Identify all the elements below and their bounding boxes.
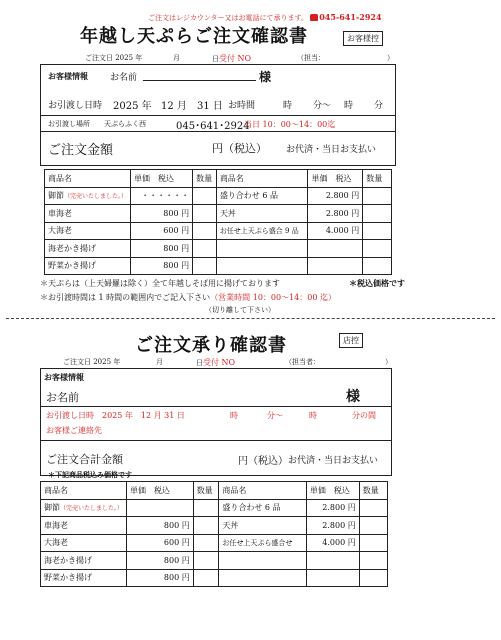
form2-total-label: ご注文合計金額 (46, 453, 123, 466)
item-qty[interactable] (193, 517, 219, 535)
form2-title: ご注文承り確認書 (135, 335, 287, 356)
item-price: ・・・・・・ (131, 187, 193, 205)
item-price: 800 円 (127, 552, 194, 570)
form2-hour2: 時 (309, 411, 317, 420)
form1-note2 (40, 292, 336, 303)
item-name (216, 240, 308, 258)
form1-minute-range: 分～ (313, 101, 332, 111)
col-header: 数量 (193, 482, 219, 500)
item-qty[interactable] (363, 240, 392, 258)
form2-staff-close: ） (385, 358, 392, 366)
item-price: 800 円 (131, 257, 193, 275)
form1-minute2: 分 (374, 101, 384, 111)
form1-name-label: お名前 (110, 73, 138, 83)
form1-note2-black: ＊お引渡時間は 1 時間の範囲内でご記入下さい (40, 293, 211, 302)
form1-same-day-hours: 当日 10：00～14：00迄 (244, 120, 336, 129)
form2-receipt (196, 357, 235, 368)
form1-amount-label: ご注文金額 (48, 143, 114, 158)
item-price (308, 257, 363, 275)
item-qty[interactable] (193, 222, 217, 240)
col-header: 単価 税込 (131, 170, 193, 188)
table-row (45, 240, 392, 258)
item-qty[interactable] (363, 205, 392, 223)
phone-icon (310, 14, 318, 21)
table-row (41, 552, 388, 570)
item-name (219, 569, 307, 587)
top-notice-text: ご注文はレジカウンター又はお電話にて承ります。 (148, 14, 308, 22)
col-header: 数量 (363, 170, 392, 188)
table-row (45, 187, 392, 205)
item-name: 車海老 (45, 205, 131, 223)
item-qty[interactable] (193, 534, 219, 552)
table-row (41, 569, 388, 587)
col-header: 数量 (193, 170, 217, 188)
item-qty[interactable] (359, 499, 387, 517)
item-price: 2.800 円 (308, 205, 363, 223)
form1-order-date (85, 53, 142, 63)
item-qty[interactable] (193, 187, 217, 205)
item-qty[interactable] (193, 240, 217, 258)
item-name: 盛り合わせ 6 品 (219, 499, 307, 517)
form1-sama: 様 (259, 70, 272, 84)
item-qty[interactable] (363, 187, 392, 205)
top-phone: 045-641-2924 (319, 12, 382, 22)
item-price (127, 499, 194, 517)
item-name: お任せ上天ぷら盛合せ (219, 534, 307, 552)
form1-name-field[interactable] (143, 80, 256, 81)
item-price: 800 円 (131, 205, 193, 223)
form1-staff-close: ） (387, 54, 394, 62)
col-header: 商品名 (216, 170, 308, 188)
item-name (216, 257, 308, 275)
item-name: 海老かき揚げ (45, 240, 131, 258)
col-header: 単価 税込 (127, 482, 194, 500)
form1-receipt-no: 受付 NO (219, 54, 252, 63)
item-name: お任せ上天ぷら盛合 9 品 (216, 222, 308, 240)
item-qty[interactable] (193, 205, 217, 223)
item-qty[interactable] (363, 222, 392, 240)
form1-phone: 045･641･2924 (176, 121, 250, 132)
form1-pickup-month: 12 月 (161, 101, 187, 112)
form1-title: 年越し天ぷらご注文確認書 (80, 26, 308, 47)
form2-pickup-line: お引渡し日時 2025 年 12 月 31 日 (46, 411, 185, 420)
item-price: 800 円 (131, 240, 193, 258)
form2-contact-label: お客様ご連絡先 (46, 426, 102, 435)
item-price: 4.000 円 (308, 222, 363, 240)
form2-staff-label: （担当者： (285, 358, 320, 366)
form2-minute-range: 分～ (267, 411, 283, 420)
form1-note1: ＊天ぷらは（上天婦羅は除く）全て年越しそば用に揚げております (40, 279, 280, 288)
item-name (219, 552, 307, 570)
cut-line (6, 318, 495, 319)
col-header: 商品名 (219, 482, 307, 500)
item-qty[interactable] (193, 569, 219, 587)
form2-divider-2 (40, 440, 392, 441)
item-name: 大海老 (41, 534, 127, 552)
item-qty[interactable] (359, 552, 387, 570)
form1-pickup-year: 2025 年 (113, 101, 152, 112)
form2-sama: 様 (346, 389, 360, 405)
table-row (45, 222, 392, 240)
item-name-text: 御節 (48, 191, 64, 201)
form1-place-name: 天ぷらふく西 (104, 120, 146, 128)
form2-order-date-label: ご注文日 2025 年 (63, 358, 121, 366)
form2-day-label: 日 (196, 359, 203, 367)
form2-hour: 時 (230, 411, 238, 420)
item-qty[interactable] (359, 569, 387, 587)
item-price: 600 円 (131, 222, 193, 240)
form1-pickup-day: 31 日 (197, 101, 223, 112)
form2-minute-end: 分の間 (352, 411, 376, 420)
form1-time-label: お時間 (228, 101, 256, 111)
form1-pickup-label: お引渡し日時 (48, 101, 103, 111)
cut-line-label: （切り離して下さい） (205, 306, 275, 314)
item-name: 天丼 (216, 205, 308, 223)
form1-staff-label: （担当： (297, 54, 325, 62)
sold-out-note: （完売いたしました。） (60, 505, 124, 513)
col-header: 商品名 (41, 482, 127, 500)
col-header: 数量 (359, 482, 387, 500)
form1-order-date-label: ご注文日 2025 年 (85, 54, 143, 62)
item-name-text: 御節 (44, 503, 60, 513)
item-price (308, 240, 363, 258)
item-qty[interactable] (359, 517, 387, 535)
item-qty[interactable] (193, 552, 219, 570)
item-qty[interactable] (359, 534, 387, 552)
item-name: 大海老 (45, 222, 131, 240)
form2-copy-badge: 店控 (339, 333, 363, 348)
form1-hour: 時 (283, 101, 293, 111)
item-name: 野菜かき揚げ (41, 569, 127, 587)
col-header: 商品名 (45, 170, 131, 188)
form1-note1-right: ＊税込価格です (349, 278, 405, 288)
col-header: 単価 税込 (308, 170, 363, 188)
item-qty[interactable] (193, 257, 217, 275)
form1-month-label: 月 (173, 54, 180, 62)
form1-hour2: 時 (344, 101, 354, 111)
form2-total-unit: 円（税込） (238, 456, 288, 467)
form1-payment-note: お代済・当日お支払い (286, 145, 377, 155)
col-header: 単価 税込 (306, 482, 359, 500)
item-name: 車海老 (41, 517, 127, 535)
form1-place-label: お引渡し場所 (48, 120, 90, 128)
form2-order-table (40, 481, 388, 587)
form1-copy-badge: お客様控 (343, 31, 383, 46)
item-name: 天丼 (219, 517, 307, 535)
item-price: 2.800 円 (308, 187, 363, 205)
item-qty[interactable] (363, 257, 392, 275)
item-name: 盛り合わせ 6 品 (216, 187, 308, 205)
table-row (41, 534, 388, 552)
form1-note2-red: （営業時間 10：00～14：00 迄） (210, 293, 336, 302)
form2-month-label: 月 (156, 358, 163, 366)
form2-price-note: ＊下記商品税込み価格です (48, 470, 132, 479)
item-price: 800 円 (127, 569, 194, 587)
form1-order-table (44, 169, 392, 275)
form1-customer-info-label: お客様情報 (48, 71, 88, 81)
form1-divider-1 (40, 115, 396, 116)
form1-amount-unit: 円（税込） (212, 142, 267, 155)
form2-receipt-no: 受付 NO (203, 358, 236, 367)
item-name: 野菜かき揚げ (45, 257, 131, 275)
item-qty[interactable] (193, 499, 219, 517)
table-header-row (45, 170, 392, 188)
item-price: 2.800 円 (306, 517, 359, 535)
item-name (41, 499, 127, 517)
form2-customer-info-label: お客様情報 (44, 372, 84, 382)
item-name: 海老かき揚げ (41, 552, 127, 570)
form2-divider-1 (40, 406, 392, 407)
table-row (45, 257, 392, 275)
form2-payment-note: お代済・当日お支払い (288, 456, 379, 466)
item-name (45, 187, 131, 205)
table-row (41, 499, 388, 517)
form1-receipt (212, 53, 251, 64)
form1-day-label: 日 (212, 55, 219, 63)
item-price: 600 円 (127, 534, 194, 552)
item-price: 800 円 (127, 517, 194, 535)
item-price: 4.000 円 (306, 534, 359, 552)
sold-out-note: （完売いたしました。） (64, 193, 128, 201)
item-price (306, 552, 359, 570)
form2-name-label: お名前 (46, 391, 79, 404)
table-row (45, 205, 392, 223)
table-header-row (41, 482, 388, 500)
table-row (41, 517, 388, 535)
item-price: 2.800 円 (306, 499, 359, 517)
item-price (306, 569, 359, 587)
